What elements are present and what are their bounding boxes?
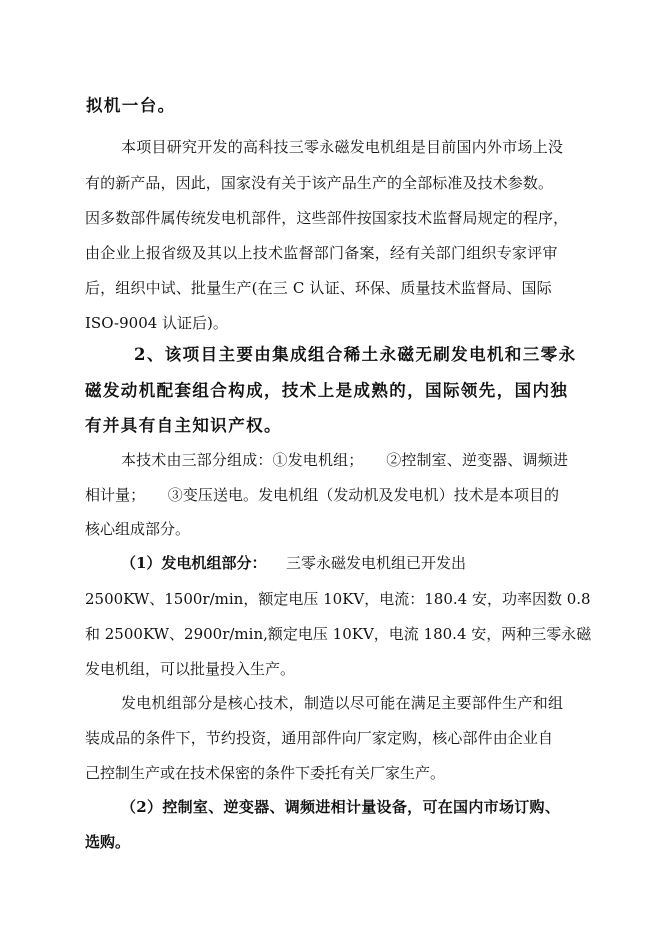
text-line: ISO-9004 认证后)。: [85, 314, 228, 332]
text-line: 己控制生产或在技术保密的条件下委托有关厂家生产。: [85, 764, 446, 782]
subsection-heading: （2）控制室、逆变器、调频进相计量设备，可在国内市场订购、: [121, 798, 561, 816]
text-line: 2500KW、1500r/min，额定电压 10KV，电流：180.4 安，功率因数 0.8: [85, 590, 591, 608]
text-line: 后，组织中试、批量生产(在三 C 认证、环保、质量技术监督局、国际: [85, 279, 552, 297]
section-heading-cont: 有并具有自主知识产权。: [85, 416, 282, 435]
section-heading-cont: 磁发动机配套组合构成，技术上是成熟的，国际领先，国内独: [85, 381, 569, 400]
text-line: 核心组成部分。: [85, 520, 191, 538]
text-line: 本项目研究开发的高科技三零永磁发电机组是目前国内外市场上没: [121, 138, 564, 156]
text-line: 相计量； ③变压送电。发电机组（发动机及发电机）技术是本项目的: [85, 486, 560, 504]
text-line: 三零永磁发电机组已开发出: [286, 554, 467, 572]
subsection-heading: （1）发电机组部分：: [121, 554, 267, 572]
subsection-heading-cont: 选购。: [85, 833, 131, 851]
text-line: 本技术由三部分组成：①发电机组； ②控制室、逆变器、调频进: [121, 451, 569, 469]
text-line: 发电机组，可以批量投入生产。: [85, 660, 296, 678]
text-line: 装成品的条件下，节约投资，通用部件向厂家定购，核心部件由企业自: [85, 729, 554, 747]
section-heading: 2、该项目主要由集成组合稀土永磁无刷发电机和三零永: [134, 345, 577, 364]
text-line: 和 2500KW、2900r/min,额定电压 10KV，电流 180.4 安，两种三零永磁: [85, 625, 592, 643]
text-line: 由企业上报省级及其以上技术监督部门备案，经有关部门组织专家评审: [85, 244, 558, 262]
text-line: 因多数部件属传统发电机部件，这些部件按国家技术监督局规定的程序，: [85, 209, 569, 227]
text-line: 拟机一台。: [86, 96, 176, 115]
text-line: 有的新产品，因此，国家没有关于该产品生产的全部标准及技术参数。: [85, 174, 554, 192]
text-line: 发电机组部分是核心技术，制造以尽可能在满足主要部件生产和组: [121, 694, 564, 712]
